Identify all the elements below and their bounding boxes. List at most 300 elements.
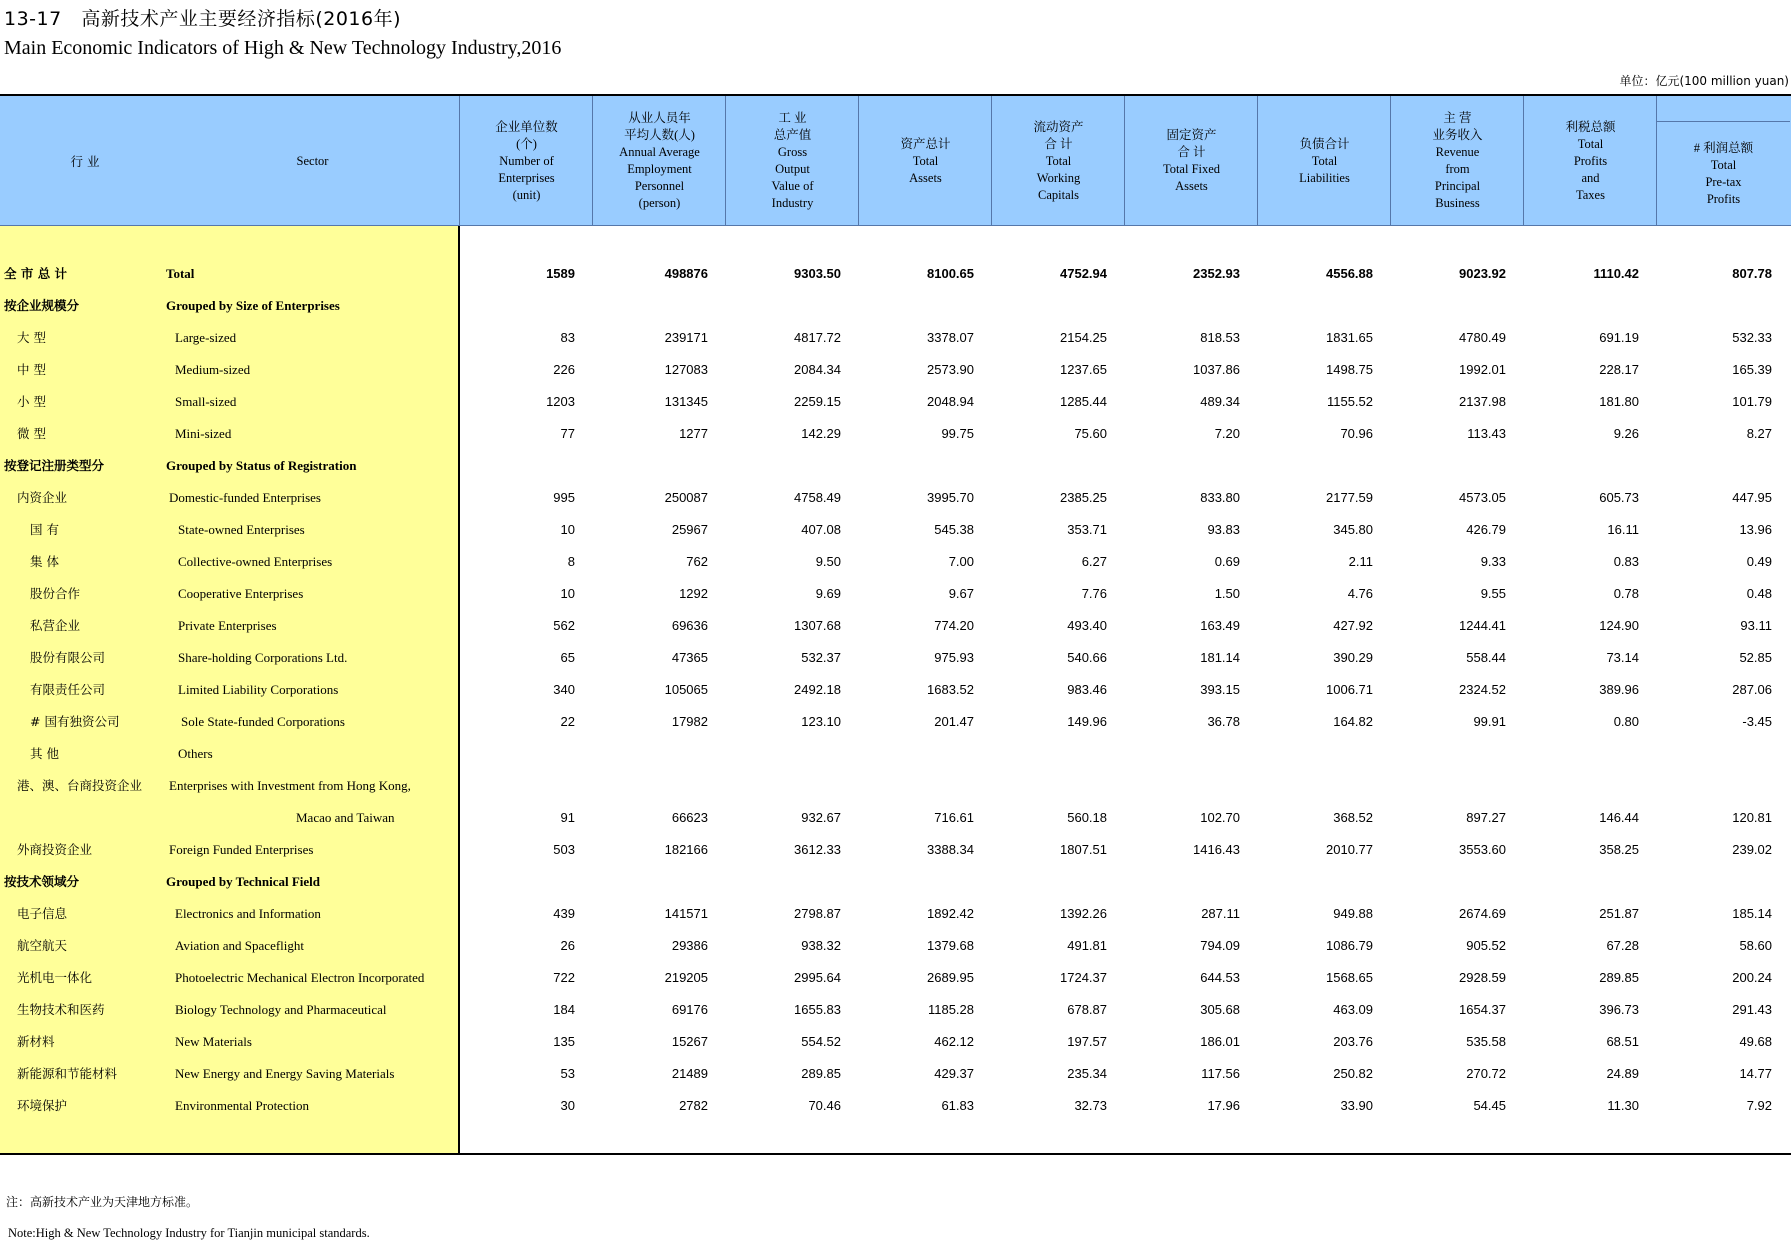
page-title-cn: 13-17 高新技术产业主要经济指标(2016年) xyxy=(4,8,402,30)
cell-value: 6.27 xyxy=(1081,554,1107,569)
row-label-cn: 股份合作 xyxy=(30,586,81,601)
row-label-en: Large-sized xyxy=(175,330,237,345)
cell-value: 833.80 xyxy=(1200,490,1240,505)
cell-value: 305.68 xyxy=(1200,1002,1240,1017)
row-label-en: Sole State-funded Corporations xyxy=(181,714,345,729)
table-row xyxy=(0,674,1791,706)
cell-value: 120.81 xyxy=(1732,810,1772,825)
cell-value xyxy=(465,866,575,898)
cell-value: 1037.86 xyxy=(1193,362,1240,377)
note-en: Note:High & New Technology Industry for Tianjin municipal standards. xyxy=(8,1226,370,1240)
row-label-cn: 电子信息 xyxy=(17,906,68,921)
cell-value: 67.28 xyxy=(1606,938,1639,953)
cell-value: 427.92 xyxy=(1333,618,1373,633)
row-label-en: Grouped by Size of Enterprises xyxy=(166,298,340,313)
cell-value: 61.83 xyxy=(941,1098,974,1113)
cell-value xyxy=(1263,866,1373,898)
cell-value: 1237.65 xyxy=(1060,362,1107,377)
cell-value: 2674.69 xyxy=(1459,906,1506,921)
row-label-en: Others xyxy=(178,746,213,761)
cell-value xyxy=(598,770,708,802)
cell-value: 447.95 xyxy=(1732,490,1772,505)
cell-value: 429.37 xyxy=(934,1066,974,1081)
cell-value xyxy=(1529,450,1639,482)
cell-value: 49.68 xyxy=(1739,1034,1772,1049)
cell-value: 123.10 xyxy=(801,714,841,729)
cell-value: 4752.94 xyxy=(1060,266,1107,281)
cell-value: 558.44 xyxy=(1466,650,1506,665)
cell-value: 353.71 xyxy=(1067,522,1107,537)
cell-value: 3995.70 xyxy=(927,490,974,505)
cell-value xyxy=(1130,290,1240,322)
cell-value: 7.20 xyxy=(1214,426,1240,441)
table-bottom-rule xyxy=(0,1153,1791,1155)
cell-value: 21489 xyxy=(671,1066,708,1081)
cell-value: 2137.98 xyxy=(1459,394,1506,409)
cell-value xyxy=(731,770,841,802)
cell-value: 390.29 xyxy=(1333,650,1373,665)
cell-value: 91 xyxy=(560,810,575,825)
row-label-cn: 新材料 xyxy=(17,1034,55,1049)
cell-value: 2010.77 xyxy=(1326,842,1373,857)
table-row xyxy=(0,578,1791,610)
cell-value xyxy=(1263,770,1373,802)
cell-value: 7.92 xyxy=(1746,1098,1772,1113)
row-label-cn: 光机电一体化 xyxy=(17,970,93,985)
row-label-cn: 按登记注册类型分 xyxy=(4,458,105,473)
cell-value xyxy=(465,450,575,482)
row-label-cn: 大 型 xyxy=(17,330,46,345)
cell-value: 1155.52 xyxy=(1326,394,1373,409)
cell-value: 228.17 xyxy=(1599,362,1639,377)
row-label-en: Biology Technology and Pharmaceutical xyxy=(175,1002,387,1017)
unit-label: 单位：亿元(100 million yuan) xyxy=(1619,74,1789,88)
cell-value: 65 xyxy=(560,650,575,665)
cell-value: 226 xyxy=(553,362,575,377)
table-row xyxy=(0,866,1791,898)
cell-value xyxy=(1396,866,1506,898)
cell-value: 949.88 xyxy=(1333,906,1373,921)
cell-value: 93.83 xyxy=(1207,522,1240,537)
header-col-2: 从业人员年 平均人数(人) Annual Average Employment Personnel (person) xyxy=(619,111,700,210)
cell-value: 200.24 xyxy=(1732,970,1772,985)
cell-value: 203.76 xyxy=(1333,1034,1373,1049)
cell-value: 975.93 xyxy=(934,650,974,665)
cell-value: 70.96 xyxy=(1340,426,1373,441)
cell-value: 2385.25 xyxy=(1060,490,1107,505)
row-label-cn: # 国有独资公司 xyxy=(30,714,120,729)
cell-value: 2.11 xyxy=(1348,554,1373,569)
cell-value xyxy=(1662,770,1772,802)
table-row xyxy=(0,386,1791,418)
table-row xyxy=(0,834,1791,866)
row-label-en: Share-holding Corporations Ltd. xyxy=(178,650,348,665)
cell-value: 605.73 xyxy=(1599,490,1639,505)
header-col-9: 利税总额 Total Profits and Taxes xyxy=(1565,119,1616,202)
cell-value: 1244.41 xyxy=(1459,618,1506,633)
cell-value: 9.50 xyxy=(815,554,841,569)
cell-value: 26 xyxy=(560,938,575,953)
cell-value: 498876 xyxy=(664,266,708,281)
cell-value: 0.69 xyxy=(1214,554,1240,569)
cell-value: 2048.94 xyxy=(927,394,974,409)
row-label-cn: 航空航天 xyxy=(17,938,68,953)
cell-value xyxy=(997,450,1107,482)
cell-value: 11.30 xyxy=(1607,1098,1639,1113)
cell-value: 932.67 xyxy=(801,810,841,825)
row-label-en: Enterprises with Investment from Hong Kong, xyxy=(169,778,411,793)
cell-value: 8100.65 xyxy=(927,266,974,281)
cell-value: 762 xyxy=(686,554,708,569)
cell-value: 774.20 xyxy=(934,618,974,633)
row-label-en: Private Enterprises xyxy=(178,618,277,633)
cell-value: 489.34 xyxy=(1200,394,1240,409)
cell-value xyxy=(1396,770,1506,802)
row-label-cn: 全 市 总 计 xyxy=(4,266,68,281)
cell-value: 493.40 xyxy=(1067,618,1107,633)
cell-value: 716.61 xyxy=(934,810,974,825)
cell-value: 532.33 xyxy=(1732,330,1772,345)
cell-value: 105065 xyxy=(664,682,708,697)
cell-value: 149.96 xyxy=(1067,714,1107,729)
row-label-cn: 港、澳、台商投资企业 xyxy=(17,778,143,793)
table-row xyxy=(0,962,1791,994)
cell-value: 545.38 xyxy=(934,522,974,537)
cell-value: 201.47 xyxy=(934,714,974,729)
cell-value: 146.44 xyxy=(1599,810,1639,825)
cell-value: 70.46 xyxy=(808,1098,841,1113)
cell-value: 0.78 xyxy=(1613,586,1639,601)
row-label-en: Grouped by Technical Field xyxy=(166,874,320,889)
row-label-cn: 外商投资企业 xyxy=(17,842,93,857)
cell-value: 0.83 xyxy=(1613,554,1639,569)
cell-value: 678.87 xyxy=(1067,1002,1107,1017)
cell-value xyxy=(1130,866,1240,898)
cell-value: 16.11 xyxy=(1607,522,1639,537)
cell-value: 1203 xyxy=(546,394,575,409)
cell-value: 1416.43 xyxy=(1193,842,1240,857)
cell-value: 396.73 xyxy=(1599,1002,1639,1017)
cell-value: 983.46 xyxy=(1067,682,1107,697)
cell-value: 1285.44 xyxy=(1060,394,1107,409)
cell-value: 644.53 xyxy=(1200,970,1240,985)
cell-value: 1568.65 xyxy=(1326,970,1373,985)
cell-value: 2782 xyxy=(679,1098,708,1113)
cell-value: 532.37 xyxy=(801,650,841,665)
cell-value: 905.52 xyxy=(1466,938,1506,953)
cell-value: 93.11 xyxy=(1740,618,1772,633)
cell-value: 1724.37 xyxy=(1060,970,1107,985)
table-row xyxy=(0,354,1791,386)
row-label-en: Aviation and Spaceflight xyxy=(175,938,305,953)
cell-value: 289.85 xyxy=(801,1066,841,1081)
cell-value: 181.80 xyxy=(1599,394,1639,409)
row-label-cn: 生物技术和医药 xyxy=(17,1002,105,1017)
cell-value xyxy=(864,770,974,802)
table-row xyxy=(0,706,1791,738)
cell-value: 52.85 xyxy=(1739,650,1772,665)
cell-value xyxy=(997,738,1107,770)
row-label-en: New Energy and Energy Saving Materials xyxy=(175,1066,395,1081)
header-col-4: 资产总计 Total Assets xyxy=(900,136,951,185)
cell-value xyxy=(864,450,974,482)
cell-value xyxy=(997,290,1107,322)
cell-value: 2995.64 xyxy=(794,970,841,985)
cell-value: 10 xyxy=(560,586,575,601)
cell-value xyxy=(731,866,841,898)
cell-value xyxy=(1662,450,1772,482)
cell-value: 2928.59 xyxy=(1459,970,1506,985)
cell-value: 250087 xyxy=(664,490,708,505)
cell-value: 368.52 xyxy=(1333,810,1373,825)
cell-value xyxy=(598,738,708,770)
cell-value: 184 xyxy=(553,1002,575,1017)
row-label-cn: 有限责任公司 xyxy=(30,682,106,697)
cell-value: 68.51 xyxy=(1606,1034,1639,1049)
cell-value: 197.57 xyxy=(1067,1034,1107,1049)
row-label-en: Small-sized xyxy=(175,394,237,409)
cell-value: 1086.79 xyxy=(1326,938,1373,953)
cell-value: 2352.93 xyxy=(1193,266,1240,281)
table-row xyxy=(0,1058,1791,1090)
cell-value: 239.02 xyxy=(1732,842,1772,857)
cell-value: 8 xyxy=(567,554,575,569)
cell-value xyxy=(864,866,974,898)
cell-value: 2689.95 xyxy=(927,970,974,985)
cell-value: 1185.28 xyxy=(927,1002,974,1017)
cell-value: 691.19 xyxy=(1599,330,1639,345)
cell-value: 1683.52 xyxy=(927,682,974,697)
cell-value: 1277 xyxy=(679,426,708,441)
cell-value: 540.66 xyxy=(1067,650,1107,665)
cell-value: 3378.07 xyxy=(927,330,974,345)
cell-value: 101.79 xyxy=(1732,394,1772,409)
cell-value: 2492.18 xyxy=(794,682,841,697)
cell-value xyxy=(731,290,841,322)
cell-value: 995 xyxy=(553,490,575,505)
cell-value: 75.60 xyxy=(1074,426,1107,441)
cell-value: -3.45 xyxy=(1742,714,1772,729)
cell-value xyxy=(1396,738,1506,770)
row-label-cn: 按企业规模分 xyxy=(4,298,80,313)
cell-value xyxy=(864,290,974,322)
cell-value: 2798.87 xyxy=(794,906,841,921)
cell-value: 1655.83 xyxy=(794,1002,841,1017)
cell-value xyxy=(1396,290,1506,322)
table-row xyxy=(0,642,1791,674)
cell-value xyxy=(1662,738,1772,770)
cell-value: 8.27 xyxy=(1746,426,1772,441)
cell-value: 807.78 xyxy=(1732,266,1772,281)
header-subrule xyxy=(1657,121,1790,122)
header-col-6: 固定资产 合 计 Total Fixed Assets xyxy=(1162,128,1221,193)
cell-value: 47365 xyxy=(671,650,708,665)
cell-value: 29386 xyxy=(671,938,708,953)
cell-value xyxy=(465,290,575,322)
table-row xyxy=(0,450,1791,482)
cell-value: 1807.51 xyxy=(1060,842,1107,857)
table-row xyxy=(0,258,1791,290)
table-row xyxy=(0,418,1791,450)
cell-value: 2154.25 xyxy=(1060,330,1107,345)
row-label-en: Environmental Protection xyxy=(175,1098,309,1113)
cell-value: 1292 xyxy=(679,586,708,601)
cell-value: 503 xyxy=(553,842,575,857)
cell-value: 53 xyxy=(560,1066,575,1081)
cell-value: 182166 xyxy=(664,842,708,857)
cell-value: 9303.50 xyxy=(794,266,841,281)
row-label-cn: 其 他 xyxy=(30,746,59,761)
header-col-5: 流动资产 合 计 Total Working Capitals xyxy=(1033,119,1084,202)
table-row xyxy=(0,898,1791,930)
cell-value: 69636 xyxy=(671,618,708,633)
row-label-cn: 新能源和节能材料 xyxy=(17,1066,118,1081)
cell-value: 897.27 xyxy=(1466,810,1506,825)
cell-value xyxy=(731,738,841,770)
cell-value: 127083 xyxy=(664,362,708,377)
row-label-en: Limited Liability Corporations xyxy=(178,682,339,697)
cell-value: 463.09 xyxy=(1333,1002,1373,1017)
cell-value: 1110.42 xyxy=(1593,266,1639,281)
cell-value: 818.53 xyxy=(1200,330,1240,345)
cell-value: 287.06 xyxy=(1732,682,1772,697)
cell-value: 141571 xyxy=(664,906,708,921)
cell-value: 1589 xyxy=(546,266,575,281)
row-label-en: Photoelectric Mechanical Electron Incorporated xyxy=(175,970,425,985)
row-label-en: Foreign Funded Enterprises xyxy=(169,842,314,857)
cell-value: 66623 xyxy=(671,810,708,825)
row-label-cn: 私营企业 xyxy=(30,618,81,633)
cell-value: 9.26 xyxy=(1613,426,1639,441)
cell-value: 9.69 xyxy=(815,586,841,601)
cell-value: 1831.65 xyxy=(1326,330,1373,345)
cell-value: 2573.90 xyxy=(927,362,974,377)
table-row xyxy=(0,930,1791,962)
cell-value xyxy=(1263,450,1373,482)
cell-value: 291.43 xyxy=(1732,1002,1772,1017)
cell-value: 554.52 xyxy=(801,1034,841,1049)
cell-value: 9023.92 xyxy=(1459,266,1506,281)
cell-value: 4817.72 xyxy=(794,330,841,345)
cell-value xyxy=(1130,770,1240,802)
cell-value xyxy=(598,450,708,482)
cell-value: 142.29 xyxy=(801,426,841,441)
row-label-en: Total xyxy=(166,266,195,281)
cell-value: 0.80 xyxy=(1613,714,1639,729)
cell-value: 345.80 xyxy=(1333,522,1373,537)
cell-value: 185.14 xyxy=(1732,906,1772,921)
cell-value: 30 xyxy=(560,1098,575,1113)
cell-value: 15267 xyxy=(671,1034,708,1049)
cell-value: 164.82 xyxy=(1333,714,1373,729)
cell-value: 560.18 xyxy=(1067,810,1107,825)
cell-value: 722 xyxy=(553,970,575,985)
cell-value: 794.09 xyxy=(1200,938,1240,953)
table-row xyxy=(0,770,1791,802)
cell-value xyxy=(1263,290,1373,322)
row-label-cn: 集 体 xyxy=(30,554,59,569)
row-label-en: Macao and Taiwan xyxy=(296,810,395,825)
cell-value xyxy=(465,770,575,802)
cell-value: 7.00 xyxy=(948,554,974,569)
cell-value: 2259.15 xyxy=(794,394,841,409)
cell-value xyxy=(1130,450,1240,482)
cell-value: 33.90 xyxy=(1340,1098,1373,1113)
cell-value: 9.33 xyxy=(1480,554,1506,569)
cell-value: 462.12 xyxy=(934,1034,974,1049)
row-label-cn: 小 型 xyxy=(17,394,46,409)
table-row xyxy=(0,482,1791,514)
cell-value: 535.58 xyxy=(1466,1034,1506,1049)
cell-value: 287.11 xyxy=(1201,906,1240,921)
cell-value xyxy=(997,770,1107,802)
cell-value: 389.96 xyxy=(1599,682,1639,697)
row-label-en: State-owned Enterprises xyxy=(178,522,305,537)
cell-value: 22 xyxy=(560,714,575,729)
cell-value xyxy=(864,738,974,770)
cell-value: 1654.37 xyxy=(1459,1002,1506,1017)
header-col-10: # 利润总额 Total Pre-tax Profits xyxy=(1693,141,1754,206)
cell-value: 9.67 xyxy=(948,586,974,601)
row-label-cn: 内资企业 xyxy=(17,490,68,505)
cell-value: 36.78 xyxy=(1207,714,1240,729)
cell-value: 251.87 xyxy=(1599,906,1639,921)
header-sector-cn: 行 业 xyxy=(70,153,100,169)
cell-value: 938.32 xyxy=(801,938,841,953)
cell-value: 1379.68 xyxy=(927,938,974,953)
header-sector-en: Sector xyxy=(296,153,329,168)
cell-value xyxy=(1662,866,1772,898)
cell-value: 135 xyxy=(553,1034,575,1049)
cell-value: 289.85 xyxy=(1599,970,1639,985)
cell-value: 69176 xyxy=(671,1002,708,1017)
table-row xyxy=(0,802,1791,834)
table-row xyxy=(0,994,1791,1026)
cell-value: 73.14 xyxy=(1606,650,1639,665)
cell-value: 235.34 xyxy=(1067,1066,1107,1081)
cell-value: 340 xyxy=(553,682,575,697)
cell-value xyxy=(1529,866,1639,898)
row-label-en: Collective-owned Enterprises xyxy=(178,554,333,569)
cell-value: 124.90 xyxy=(1599,618,1639,633)
cell-value xyxy=(465,738,575,770)
row-label-en: Domestic-funded Enterprises xyxy=(169,490,321,505)
cell-value: 2324.52 xyxy=(1459,682,1506,697)
cell-value: 186.01 xyxy=(1200,1034,1240,1049)
cell-value: 407.08 xyxy=(801,522,841,537)
cell-value xyxy=(731,450,841,482)
row-label-en: Mini-sized xyxy=(175,426,232,441)
cell-value: 1498.75 xyxy=(1326,362,1373,377)
cell-value: 13.96 xyxy=(1739,522,1772,537)
cell-value: 393.15 xyxy=(1200,682,1240,697)
cell-value: 4.76 xyxy=(1347,586,1373,601)
cell-value: 3388.34 xyxy=(927,842,974,857)
cell-value: 4556.88 xyxy=(1326,266,1373,281)
row-label-en: Cooperative Enterprises xyxy=(178,586,304,601)
cell-value: 439 xyxy=(553,906,575,921)
cell-value: 358.25 xyxy=(1599,842,1639,857)
header-col-1: 企业单位数 (个) Number of Enterprises (unit) xyxy=(495,119,558,202)
cell-value: 113.43 xyxy=(1467,426,1506,441)
cell-value: 1992.01 xyxy=(1459,362,1506,377)
cell-value xyxy=(1263,738,1373,770)
cell-value: 1006.71 xyxy=(1326,682,1373,697)
cell-value xyxy=(1130,738,1240,770)
cell-value: 1.50 xyxy=(1214,586,1240,601)
header-col-7: 负债合计 Total Liabilities xyxy=(1299,136,1350,185)
cell-value: 270.72 xyxy=(1466,1066,1506,1081)
